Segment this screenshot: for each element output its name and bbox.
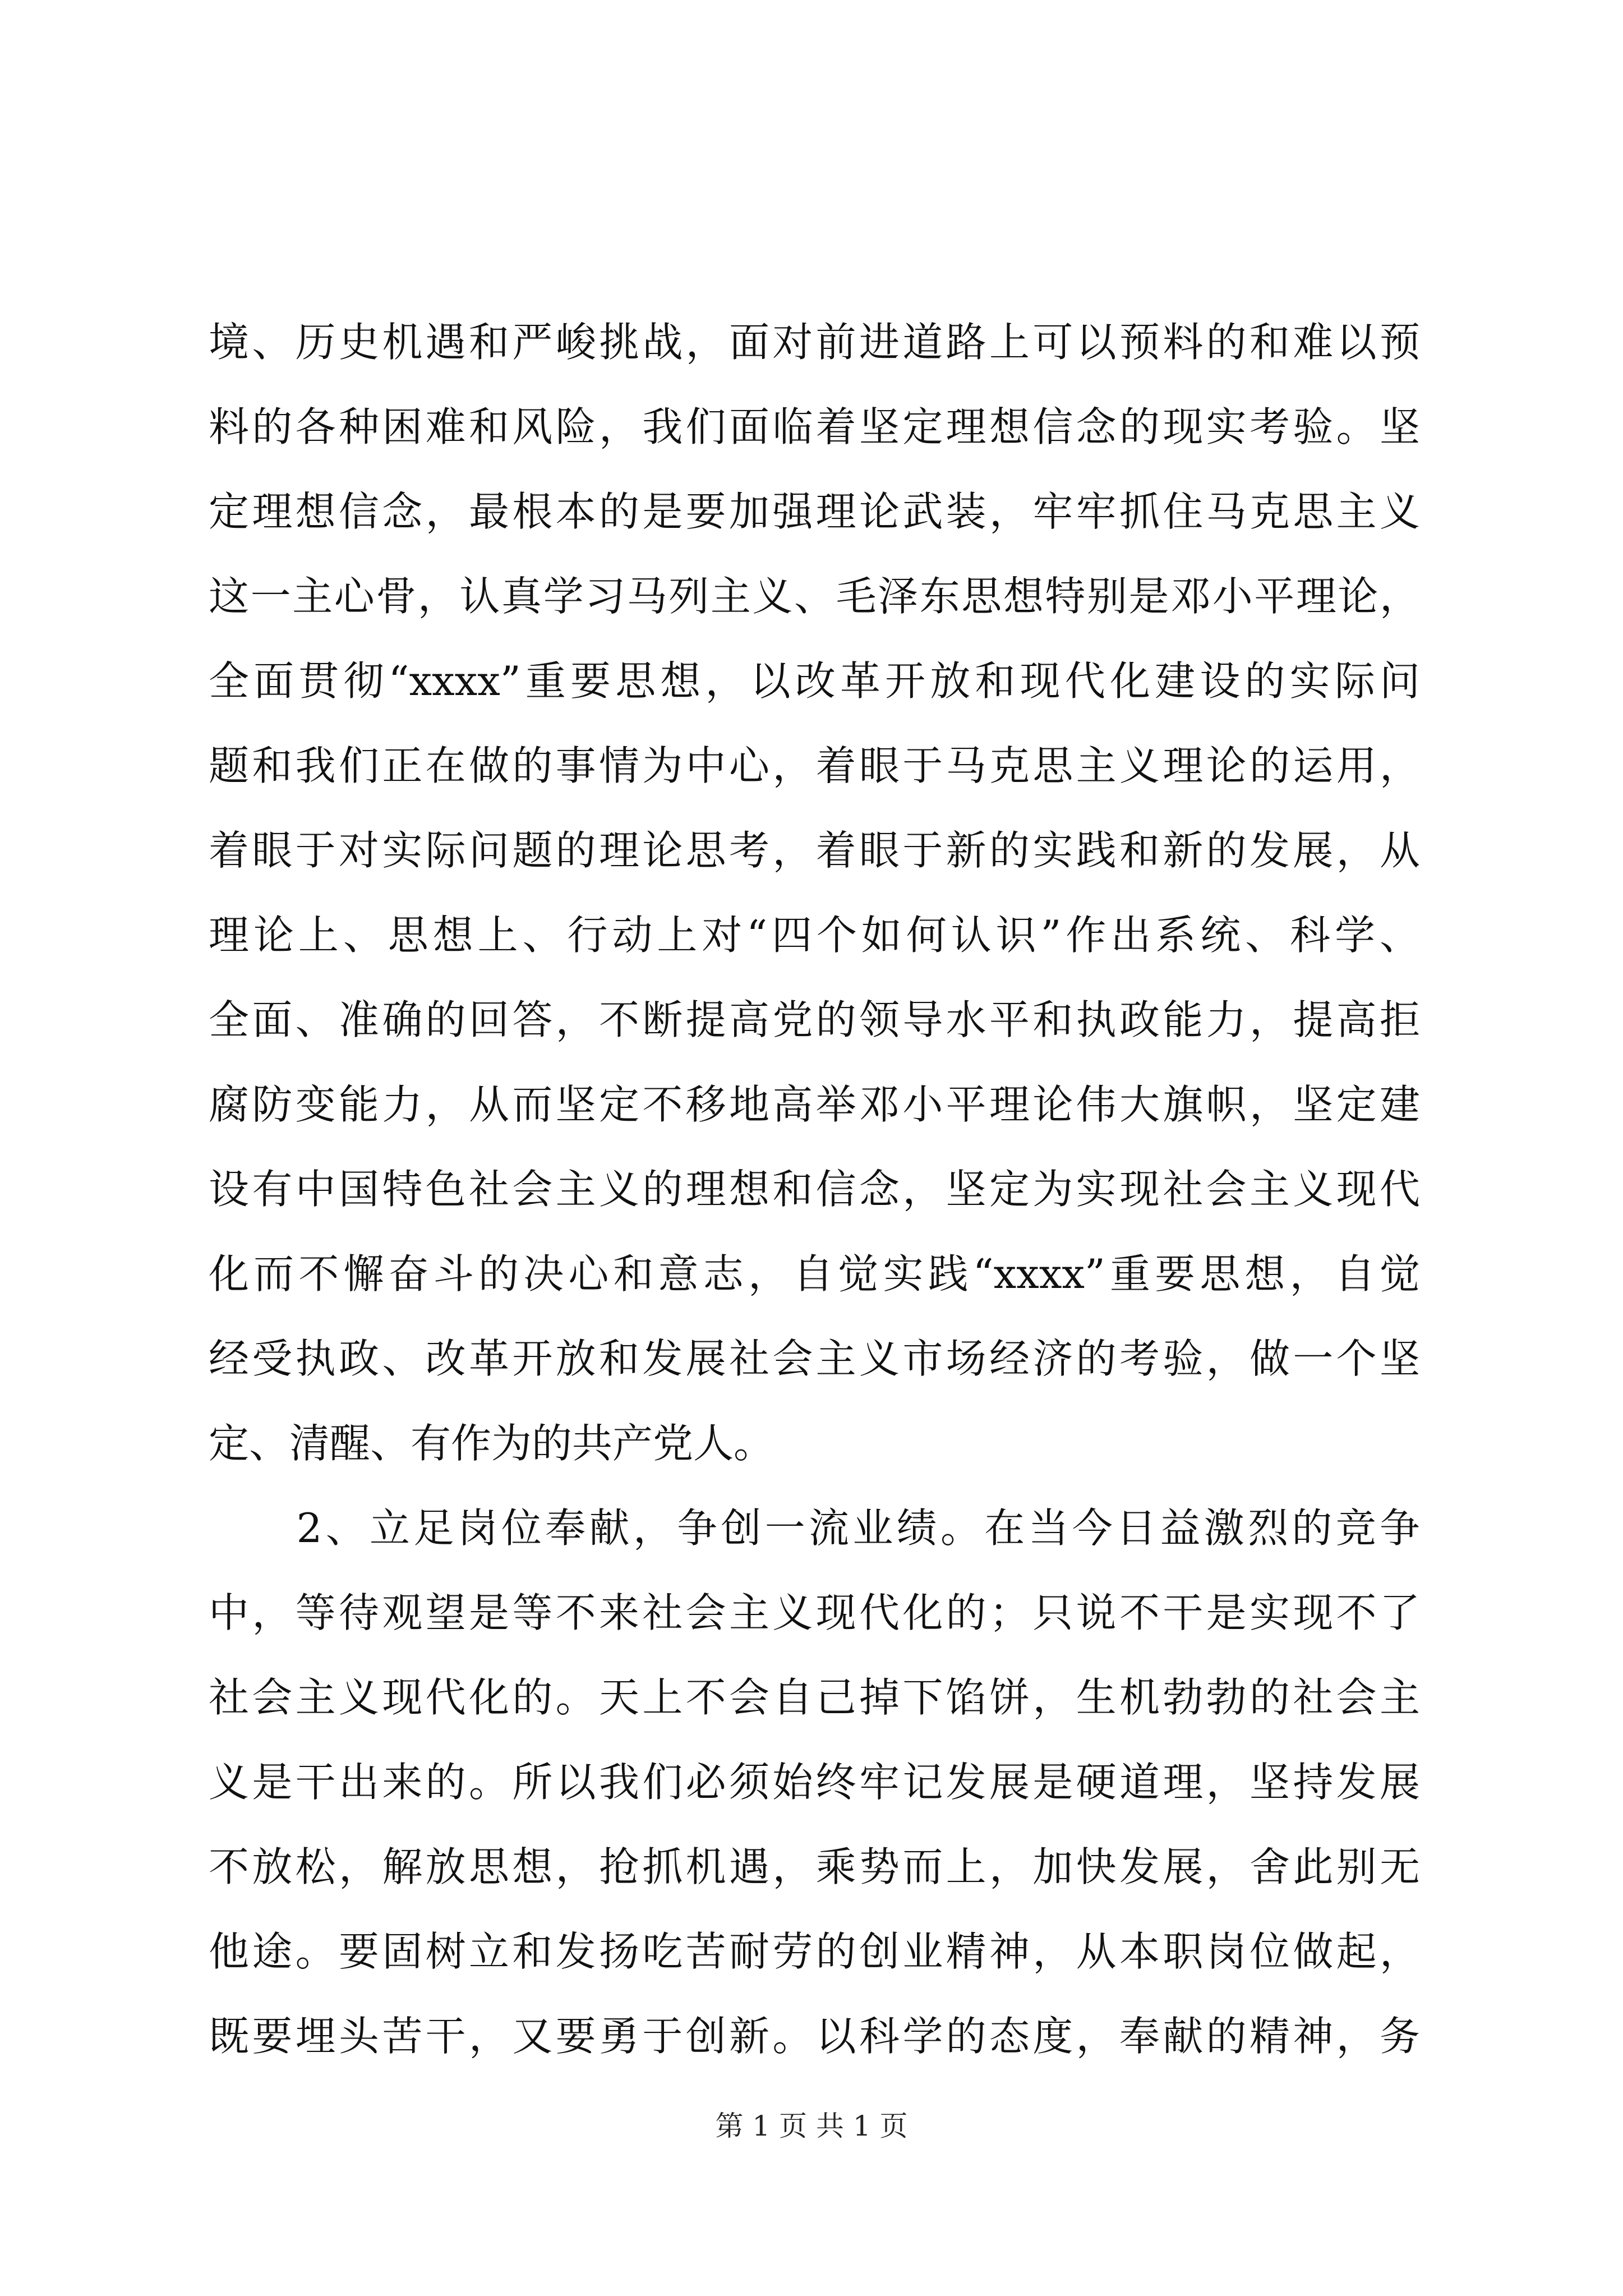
text-line: 不放松，解放思想，抢抓机遇，乘势而上，加快发展，舍此别无 <box>209 1843 1420 1890</box>
body-text <box>209 300 1420 2079</box>
page-footer: 第 1 页 共 1 页 <box>715 2110 908 2142</box>
text-line: 这一主心骨，认真学习马列主义、毛泽东思想特别是邓小平理论， <box>209 573 1420 620</box>
text-line-paragraph-start: 2、立足岗位奉献，争创一流业绩。在当今日益激烈的竞争 <box>209 1504 1420 1552</box>
text-line: 料的各种困难和风险，我们面临着坚定理想信念的现实考验。坚 <box>209 403 1420 450</box>
text-line: 社会主义现代化的。天上不会自己掉下馅饼，生机勃勃的社会主 <box>209 1674 1420 1721</box>
text-line: 理论上、思想上、行动上对“四个如何认识”作出系统、科学、 <box>209 912 1420 959</box>
text-line: 腐防变能力，从而坚定不移地高举邓小平理论伟大旗帜，坚定建 <box>209 1081 1420 1128</box>
text-line: 设有中国特色社会主义的理想和信念，坚定为实现社会主义现代 <box>209 1166 1420 1213</box>
text-line: 全面贯彻“xxxx”重要思想，以改革开放和现代化建设的实际问 <box>209 657 1420 705</box>
text-line: 全面、准确的回答，不断提高党的领导水平和执政能力，提高拒 <box>209 996 1420 1043</box>
text-line: 中，等待观望是等不来社会主义现代化的；只说不干是实现不了 <box>209 1589 1420 1636</box>
text-line: 定理想信念，最根本的是要加强理论武装，牢牢抓住马克思主义 <box>209 488 1420 535</box>
text-line: 义是干出来的。所以我们必须始终牢记发展是硬道理，坚持发展 <box>209 1759 1420 1806</box>
text-line-paragraph-end: 定、清醒、有作为的共产党人。 <box>209 1420 774 1467</box>
text-line: 着眼于对实际问题的理论思考，着眼于新的实践和新的发展，从 <box>209 827 1420 874</box>
text-line: 经受执政、改革开放和发展社会主义市场经济的考验，做一个坚 <box>209 1335 1420 1382</box>
text-line: 既要埋头苦干，又要勇于创新。以科学的态度，奉献的精神，务 <box>209 2013 1420 2060</box>
text-line: 化而不懈奋斗的决心和意志，自觉实践“xxxx”重要思想，自觉 <box>209 1250 1420 1297</box>
text-line: 他途。要固树立和发扬吃苦耐劳的创业精神，从本职岗位做起， <box>209 1928 1420 1975</box>
text-line: 题和我们正在做的事情为中心，着眼于马克思主义理论的运用， <box>209 742 1420 789</box>
text-line: 境、历史机遇和严峻挑战，面对前进道路上可以预料的和难以预 <box>209 319 1420 366</box>
